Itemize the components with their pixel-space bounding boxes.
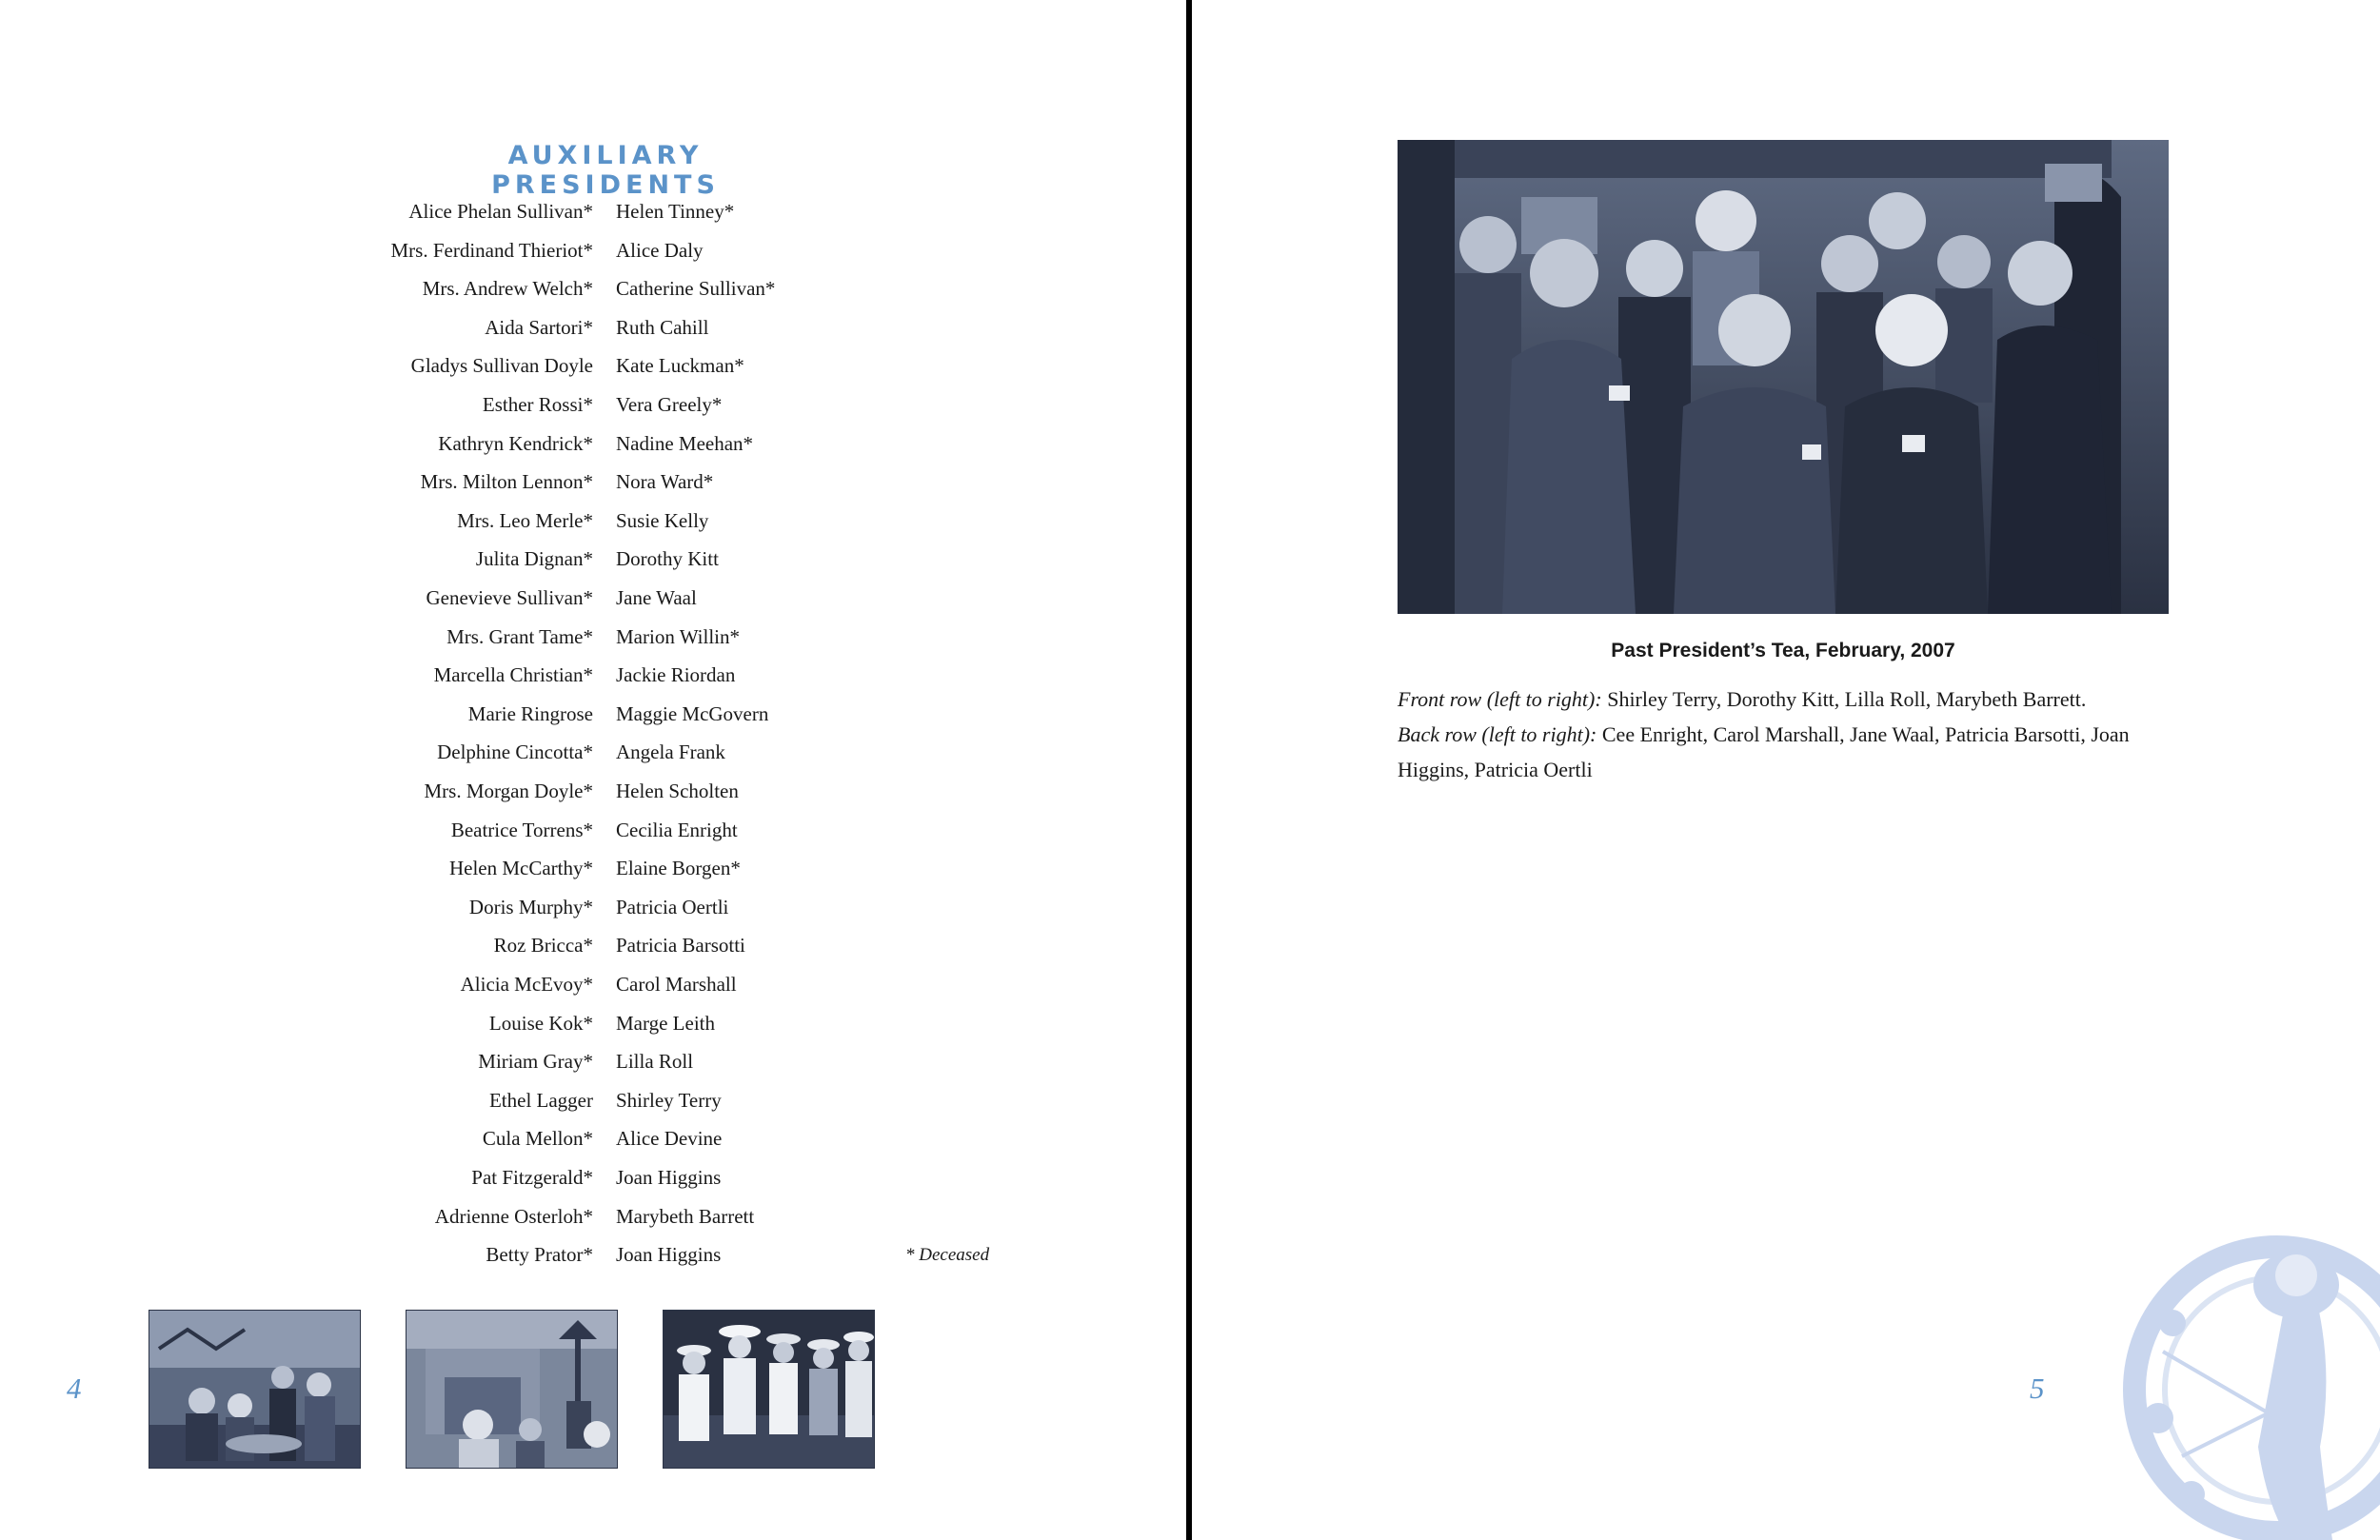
president-name-left: Roz Bricca* (493, 934, 593, 958)
decorative-seal-icon (2106, 1209, 2380, 1540)
president-row (0, 737, 1186, 775)
president-name-left: Gladys Sullivan Doyle (410, 354, 593, 378)
president-row (0, 1239, 1186, 1277)
president-name-right: Marion Willin* (616, 624, 741, 648)
president-row (0, 312, 1186, 350)
president-row (0, 350, 1186, 388)
president-name-left: Betty Prator* (486, 1243, 593, 1267)
president-name-left: Alicia McEvoy* (460, 973, 593, 996)
thumbnail-photo-3 (663, 1310, 875, 1469)
president-name-left: Marcella Christian* (433, 663, 593, 687)
president-row (0, 969, 1186, 1007)
president-row (0, 428, 1186, 466)
president-row (0, 1123, 1186, 1161)
president-name-right: Patricia Barsotti (616, 934, 745, 958)
president-name-right: Marge Leith (616, 1011, 715, 1035)
president-name-right: Helen Tinney* (616, 200, 735, 223)
president-name-left: Mrs. Ferdinand Thieriot* (390, 238, 593, 262)
president-row (0, 505, 1186, 543)
president-name-left: Marie Ringrose (467, 701, 593, 725)
president-row (0, 196, 1186, 234)
president-name-left: Aida Sartori* (485, 315, 593, 339)
president-name-right: Ruth Cahill (616, 315, 709, 339)
president-name-right: Nora Ward* (616, 470, 714, 494)
president-name-right: Alice Devine (616, 1127, 723, 1151)
president-row (0, 1162, 1186, 1200)
president-name-left: Pat Fitzgerald* (471, 1166, 593, 1189)
president-row (0, 273, 1186, 311)
president-name-left: Mrs. Andrew Welch* (422, 277, 593, 301)
president-name-right: Maggie McGovern (616, 701, 769, 725)
front-row-label: Front row (left to right): (1398, 687, 1602, 711)
right-page (1192, 0, 2380, 1540)
back-row-names: Cee Enright, Carol Marshall, Jane Waal, Patricia Barsotti, Joan Higgins, Patricia Oertli (1398, 722, 2130, 781)
thumbnail-photo-1 (149, 1310, 361, 1469)
page-number-left: 4 (67, 1372, 82, 1405)
president-row (0, 1008, 1186, 1046)
president-name-left: Louise Kok* (488, 1011, 593, 1035)
left-page (0, 0, 1186, 1540)
president-name-right: Shirley Terry (616, 1088, 722, 1112)
group-photo (1398, 140, 2169, 614)
president-row (0, 1085, 1186, 1123)
president-row (0, 466, 1186, 504)
president-name-left: Alice Phelan Sullivan* (408, 200, 593, 223)
president-name-left: Doris Murphy* (468, 895, 593, 918)
president-name-right: Helen Scholten (616, 780, 739, 802)
president-name-right: Joan Higgins (616, 1243, 722, 1267)
president-name-left: Ethel Lagger (488, 1088, 593, 1112)
back-row-label: Back row (left to right): (1398, 722, 1597, 746)
president-name-left: Cula Mellon* (482, 1127, 593, 1151)
president-row (0, 815, 1186, 853)
president-row (0, 235, 1186, 273)
president-row (0, 930, 1186, 968)
president-name-left: Mrs. Grant Tame* (446, 624, 593, 648)
president-row (0, 699, 1186, 737)
president-row (0, 892, 1186, 930)
president-name-right: Nadine Meehan* (616, 431, 754, 455)
president-name-left: Julita Dignan* (475, 547, 593, 571)
president-name-right: Dorothy Kitt (616, 547, 719, 571)
page-number-right: 5 (2030, 1372, 2045, 1405)
president-name-right: Angela Frank (616, 740, 725, 764)
front-row-names: Shirley Terry, Dorothy Kitt, Lilla Roll, Marybeth Barrett. (1601, 687, 2087, 711)
president-name-right: Lilla Roll (616, 1050, 694, 1074)
president-name-right: Carol Marshall (616, 973, 737, 996)
deceased-footnote: * Deceased (905, 1245, 990, 1265)
thumbnail-photo-2 (406, 1310, 618, 1469)
president-name-right: Marybeth Barrett (616, 1204, 755, 1228)
president-row (0, 582, 1186, 621)
president-name-left: Adrienne Osterloh* (434, 1204, 593, 1228)
president-name-left: Beatrice Torrens* (450, 818, 593, 841)
president-row (0, 1201, 1186, 1239)
president-name-right: Elaine Borgen* (616, 857, 741, 880)
president-name-left: Mrs. Leo Merle* (457, 508, 593, 532)
photo-caption (1398, 681, 2169, 787)
president-name-right: Susie Kelly (616, 508, 709, 532)
president-name-left: Kathryn Kendrick* (438, 431, 593, 455)
president-name-right: Cecilia Enright (616, 818, 738, 841)
president-name-left: Mrs. Milton Lennon* (420, 470, 593, 494)
president-name-right: Catherine Sullivan* (616, 277, 776, 301)
president-name-left: Miriam Gray* (478, 1050, 593, 1074)
president-row (0, 1046, 1186, 1084)
president-name-left: Delphine Cincotta* (437, 740, 593, 764)
president-row (0, 853, 1186, 891)
president-row (0, 543, 1186, 582)
president-row (0, 389, 1186, 427)
president-name-right: Patricia Oertli (616, 895, 729, 918)
president-name-right: Joan Higgins (616, 1166, 722, 1189)
president-name-right: Kate Luckman* (616, 354, 744, 378)
president-name-left: Mrs. Morgan Doyle* (424, 780, 593, 802)
president-name-left: Helen McCarthy* (448, 857, 593, 880)
president-name-right: Jane Waal (616, 586, 697, 609)
section-title: AUXILIARY PRESIDENTS (491, 141, 720, 200)
president-name-right: Alice Daly (616, 238, 704, 262)
president-name-right: Vera Greely* (616, 393, 723, 416)
president-row (0, 776, 1186, 814)
president-name-right: Jackie Riordan (616, 663, 736, 687)
president-row (0, 660, 1186, 698)
president-row (0, 622, 1186, 660)
president-name-left: Esther Rossi* (482, 393, 593, 416)
president-name-left: Genevieve Sullivan* (426, 586, 593, 609)
photo-caption-title: Past President’s Tea, February, 2007 (1611, 640, 1955, 661)
